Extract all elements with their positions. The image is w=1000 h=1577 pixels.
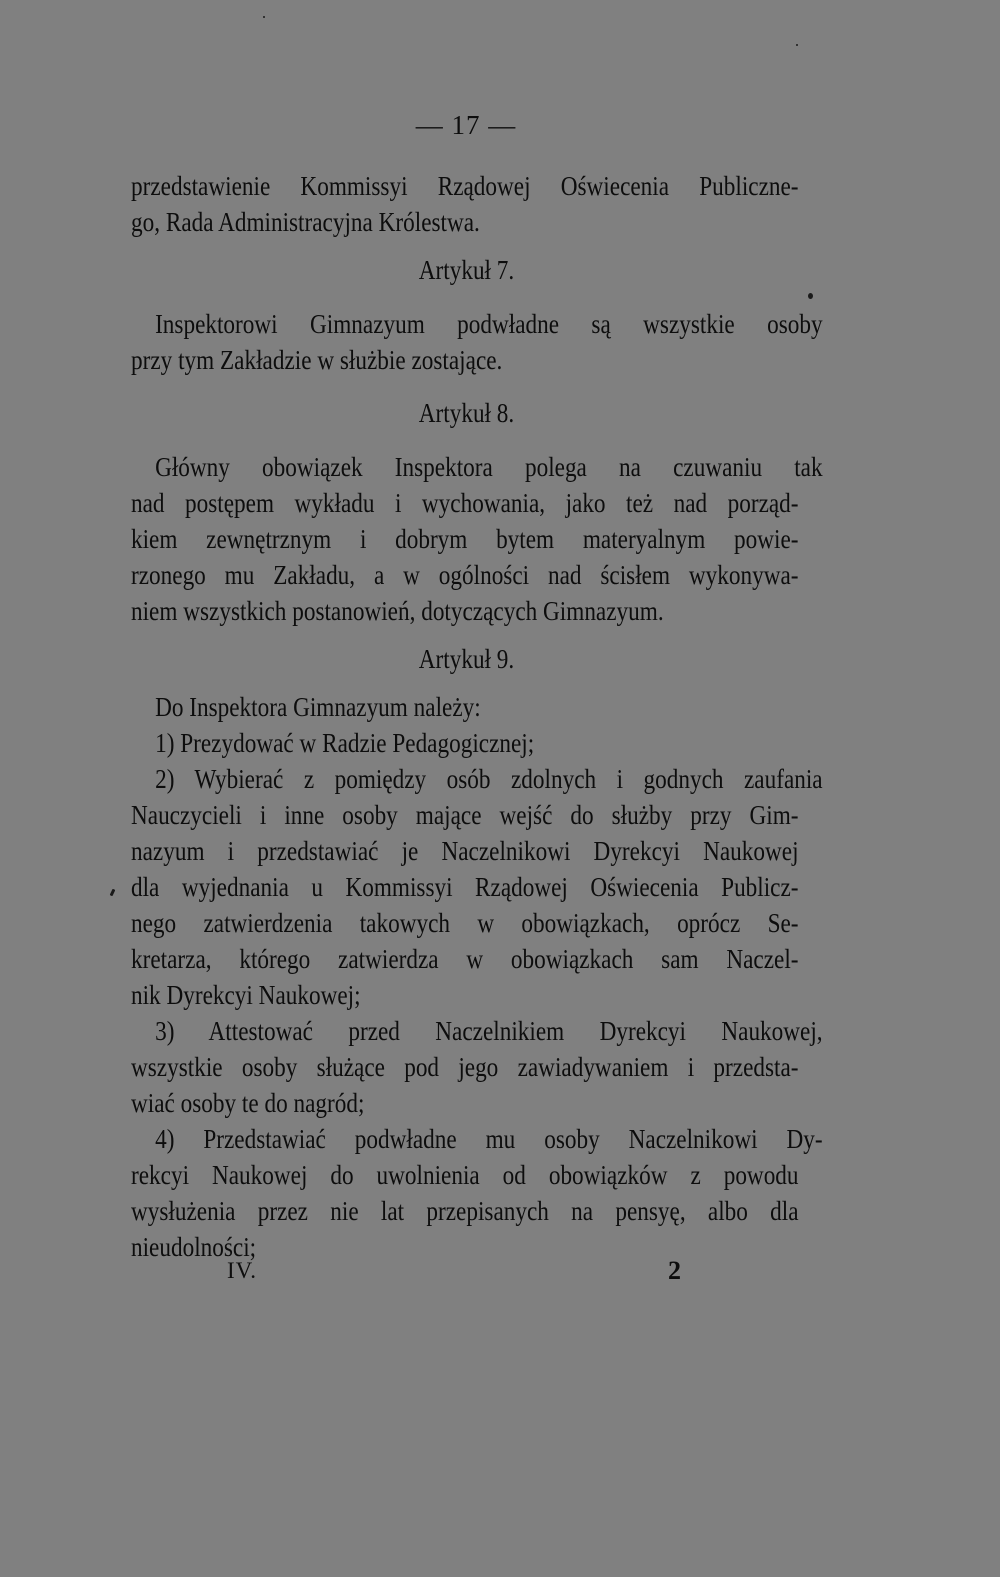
text-line: wysłużenia przez nie lat przepisanych na pensyę, albo dla xyxy=(131,1196,799,1226)
list-item-2: 2) Wybierać z pomiędzy osób zdolnych i godnych zaufania xyxy=(155,764,823,794)
text-line: rekcyi Naukowej do uwolnienia od obowiązków z powodu xyxy=(131,1160,799,1190)
article-7-heading: Artykuł 7. xyxy=(418,255,514,285)
article-8-heading: Artykuł 8. xyxy=(418,398,514,428)
text-line: kiem zewnętrznym i dobrym bytem materyalnym powie- xyxy=(131,524,799,554)
text-line: nik Dyrekcyi Naukowej; xyxy=(131,980,361,1010)
list-item-4: 4) Przedstawiać podwładne mu osoby Naczelnikowi Dy- xyxy=(155,1124,823,1154)
text-line: kretarza, którego zatwierdza w obowiązkach sam Naczel- xyxy=(131,944,799,974)
text-line: go, Rada Administracyjna Królestwa. xyxy=(131,207,480,237)
text-line: nego zatwierdzenia takowych w obowiązkach, oprócz Se- xyxy=(131,908,799,938)
page-number: — 17 — xyxy=(415,110,517,140)
article-7-body xyxy=(131,306,823,378)
sheet-number: 2 xyxy=(668,1256,681,1285)
scan-speck xyxy=(796,44,798,46)
list-item-3: 3) Attestować przed Naczelnikiem Dyrekcyi Naukowej, xyxy=(155,1016,823,1046)
scan-speck xyxy=(110,889,116,897)
text-line: rzonego mu Zakładu, a w ogólności nad ścisłem wykonywa- xyxy=(131,560,799,590)
signature-mark: IV. xyxy=(227,1258,258,1283)
text-line: Główny obowiązek Inspektora polega na czuwaniu tak xyxy=(155,452,823,482)
text-line: przy tym Zakładzie w służbie zostające. xyxy=(131,345,503,375)
scan-speck xyxy=(808,293,813,299)
text-line: nazyum i przedstawiać je Naczelnikowi Dyrekcyi Naukowej xyxy=(131,836,799,866)
text-line: dla wyjednania u Kommissyi Rządowej Oświecenia Publicz- xyxy=(131,872,799,902)
text-line: Nauczycieli i inne osoby mające wejść do służby przy Gim- xyxy=(131,800,799,830)
paragraph-intro xyxy=(131,168,799,240)
text-line: nad postępem wykładu i wychowania, jako też nad porząd- xyxy=(131,488,799,518)
article-8-body xyxy=(131,449,823,629)
text-line: wiać osoby te do nagród; xyxy=(131,1088,365,1118)
text-line: Do Inspektora Gimnazyum należy: xyxy=(155,692,481,722)
scan-speck xyxy=(263,16,265,18)
article-9-heading: Artykuł 9. xyxy=(418,644,514,674)
list-item-1: 1) Prezydować w Radzie Pedagogicznej; xyxy=(155,728,535,758)
text-line: niem wszystkich postanowień, dotyczących Gimnazyum. xyxy=(131,596,664,626)
article-9-body xyxy=(131,689,823,1265)
text-line: wszystkie osoby służące pod jego zawiadywaniem i przedsta- xyxy=(131,1052,799,1082)
text-line: nieudolności; xyxy=(131,1232,257,1262)
text-line: Inspektorowi Gimnazyum podwładne są wszystkie osoby xyxy=(155,309,823,339)
text-line: przedstawienie Kommissyi Rządowej Oświecenia Publiczne- xyxy=(131,171,799,201)
